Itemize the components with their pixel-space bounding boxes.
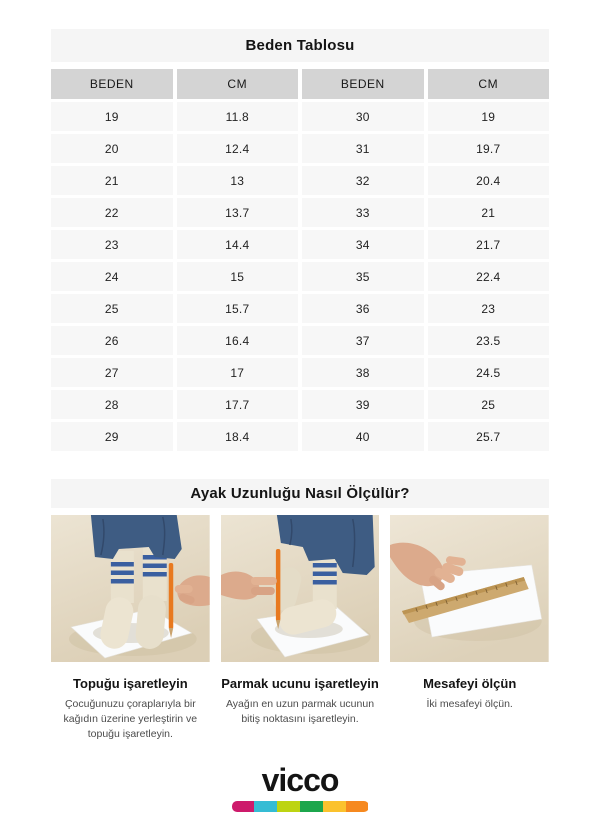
- size-cell: 33: [302, 198, 424, 227]
- cm-cell: 13.7: [177, 198, 299, 227]
- size-cell: 28: [51, 390, 173, 419]
- size-cell: 39: [302, 390, 424, 419]
- size-table-row: [51, 230, 549, 259]
- photo-mark-heel: [51, 515, 210, 662]
- sock-stripe: [312, 580, 336, 585]
- cm-cell: 18.4: [177, 422, 299, 451]
- size-table-header-row: [51, 69, 549, 99]
- measure-step-captions: [51, 676, 549, 742]
- rainbow-segment: [277, 801, 300, 812]
- step-title: Topuğu işaretleyin: [73, 676, 188, 691]
- cm-cell: 12.4: [177, 134, 299, 163]
- cm-cell: 16.4: [177, 326, 299, 355]
- finger: [251, 577, 277, 585]
- size-cell: 35: [302, 262, 424, 291]
- step-description: Ayağın en uzun parmak ucunun bitiş noktasını işaretleyin.: [225, 698, 375, 725]
- size-cell: 31: [302, 134, 424, 163]
- photo-measure-ruler: [390, 515, 549, 662]
- thumb: [251, 587, 275, 595]
- size-guide-page: [51, 29, 549, 812]
- cm-cell: 20.4: [428, 166, 550, 195]
- cm-cell: 15.7: [177, 294, 299, 323]
- cm-cell: 17: [177, 358, 299, 387]
- sock-stripe: [143, 564, 167, 569]
- size-table-row: [51, 102, 549, 131]
- cm-cell: 23.5: [428, 326, 550, 355]
- finger: [175, 585, 193, 593]
- size-cell: 20: [51, 134, 173, 163]
- cm-cell: 15: [177, 262, 299, 291]
- size-cell: 21: [51, 166, 173, 195]
- cm-cell: 13: [177, 166, 299, 195]
- step-caption-mark-toe: [221, 676, 380, 742]
- size-table-column-header: BEDEN: [51, 69, 173, 99]
- step-caption-mark-heel: [51, 676, 210, 742]
- size-cell: 40: [302, 422, 424, 451]
- size-table-row: [51, 326, 549, 355]
- cm-cell: 11.8: [177, 102, 299, 131]
- measure-step-photos: [51, 515, 549, 662]
- size-table-row: [51, 166, 549, 195]
- sock-stripe: [143, 572, 167, 577]
- size-table-row: [51, 134, 549, 163]
- size-cell: 22: [51, 198, 173, 227]
- left-sock-leg: [111, 551, 134, 603]
- size-table-column-header: CM: [177, 69, 299, 99]
- step-description: İki mesafeyi ölçün.: [426, 698, 513, 710]
- cm-cell: 23: [428, 294, 550, 323]
- size-table-row: [51, 294, 549, 323]
- size-cell: 38: [302, 358, 424, 387]
- cm-cell: 22.4: [428, 262, 550, 291]
- rainbow-segment: [323, 801, 346, 812]
- size-table-title: Beden Tablosu: [245, 37, 355, 54]
- cm-cell: 21.7: [428, 230, 550, 259]
- size-table-title-bar: [51, 29, 549, 62]
- cm-cell: 25: [428, 390, 550, 419]
- size-table: [51, 69, 549, 451]
- sock-stripe: [111, 579, 134, 584]
- size-cell: 32: [302, 166, 424, 195]
- sock-stripe: [111, 571, 134, 576]
- size-cell: 37: [302, 326, 424, 355]
- cm-cell: 17.7: [177, 390, 299, 419]
- mark-heel-illustration: [51, 515, 210, 662]
- vicco-logo-text: vicco: [261, 761, 339, 798]
- measure-ruler-illustration: [390, 515, 549, 662]
- size-table-row: [51, 358, 549, 387]
- rainbow-segment: [300, 801, 323, 812]
- cm-cell: 19: [428, 102, 550, 131]
- step-caption-measure: [390, 676, 549, 742]
- step-title: Mesafeyi ölçün: [423, 676, 517, 691]
- sock-stripe: [111, 562, 134, 567]
- size-table-row: [51, 198, 549, 227]
- rainbow-segment: [254, 801, 277, 812]
- cm-cell: 25.7: [428, 422, 550, 451]
- size-cell: 30: [302, 102, 424, 131]
- orange-pencil: [169, 563, 173, 629]
- vicco-rainbow-bar: [232, 801, 369, 812]
- cm-cell: 14.4: [177, 230, 299, 259]
- size-cell: 25: [51, 294, 173, 323]
- brand-footer: [51, 761, 549, 812]
- step-description: Çocuğunuzu çoraplarıyla bir kağıdın üzerine yerleştirin ve topuğu işaretleyin.: [63, 698, 198, 740]
- size-cell: 23: [51, 230, 173, 259]
- size-table-row: [51, 262, 549, 291]
- rainbow-segment: [346, 801, 369, 812]
- size-table-column-header: BEDEN: [302, 69, 424, 99]
- cm-cell: 21: [428, 198, 550, 227]
- orange-pencil: [276, 549, 280, 621]
- sock-stripe: [312, 563, 336, 568]
- size-cell: 26: [51, 326, 173, 355]
- size-cell: 34: [302, 230, 424, 259]
- mark-toe-illustration: [221, 515, 380, 662]
- step-title: Parmak ucunu işaretleyin: [221, 676, 379, 691]
- size-cell: 36: [302, 294, 424, 323]
- size-cell: 24: [51, 262, 173, 291]
- size-cell: 27: [51, 358, 173, 387]
- size-table-column-header: CM: [428, 69, 550, 99]
- cm-cell: 24.5: [428, 358, 550, 387]
- measure-section-title-bar: [51, 479, 549, 508]
- cm-cell: 19.7: [428, 134, 550, 163]
- size-table-row: [51, 390, 549, 419]
- measure-section-title: Ayak Uzunluğu Nasıl Ölçülür?: [190, 485, 410, 502]
- sock-stripe: [312, 572, 336, 577]
- size-cell: 29: [51, 422, 173, 451]
- size-cell: 19: [51, 102, 173, 131]
- photo-mark-toe: [221, 515, 380, 662]
- size-table-row: [51, 422, 549, 451]
- rainbow-segment: [232, 801, 255, 812]
